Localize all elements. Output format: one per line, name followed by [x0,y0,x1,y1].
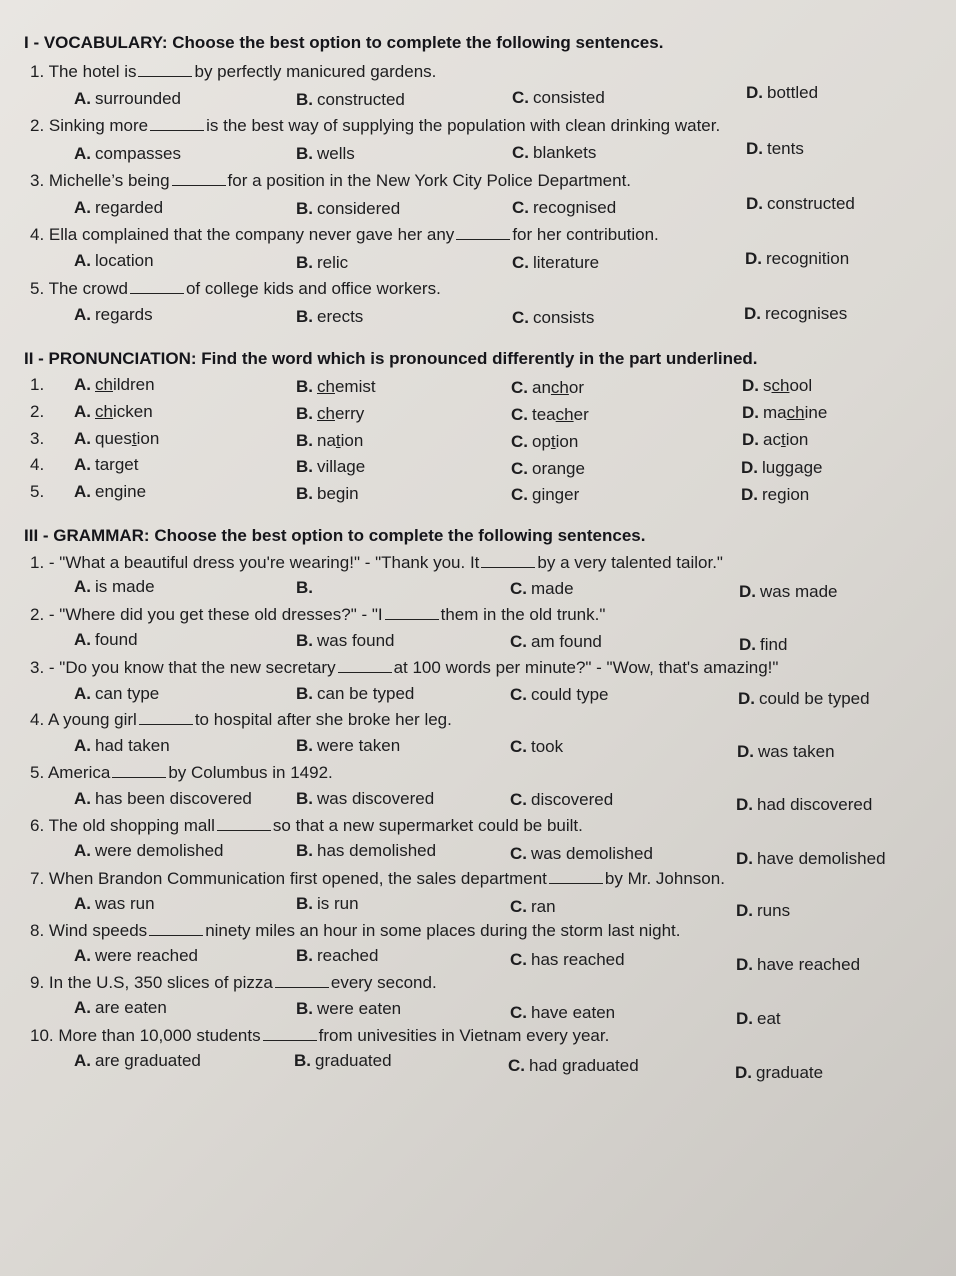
pron-1-option-d: D. school [742,376,813,395]
grammar-6-option-c: C. was demolished [510,844,653,863]
grammar-7-option-a: A. was run [74,894,155,913]
grammar-3-option-b: B. can be typed [296,684,415,703]
vocab-2-option-d: D. tents [746,139,804,158]
pron-4-option-c: C. orange [511,459,585,478]
vocab-5-option-c: C. consists [512,308,595,327]
grammar-3-option-d: D. could be typed [738,689,870,708]
pron-2-option-d: D. machine [742,403,828,422]
vocab-question-3: 3. Michelle’s being for a position in the New York City Police Department. [30,171,632,190]
vocab-1-option-d: D. bottled [746,83,819,102]
grammar-7-option-d: D. runs [736,901,791,920]
grammar-6-option-b: B. has demolished [296,841,437,860]
grammar-question-7: 7. When Brandon Communication first opened, the sales department by Mr. Johnson. [30,869,725,888]
pron-2-option-a: A. chicken [74,402,153,421]
vocab-5-option-a: A. regards [74,305,153,324]
grammar-4-option-c: C. took [510,737,564,756]
grammar-9-option-d: D. eat [736,1009,781,1028]
pron-1-option-a: A. children [74,375,155,394]
answer-blank [481,553,535,568]
pron-1-option-c: C. anchor [511,378,585,397]
answer-blank [275,973,329,988]
pron-row-5-number: 5. [30,482,45,501]
grammar-5-option-b: B. was discovered [296,789,435,808]
answer-blank [217,816,271,831]
answer-blank [130,279,184,294]
pron-2-option-c: C. teacher [511,405,589,424]
pron-5-option-c: C. ginger [511,485,580,504]
answer-blank [150,116,204,131]
grammar-2-option-a: A. found [74,630,138,649]
vocab-5-option-b: B. erects [296,307,364,326]
grammar-10-option-a: A. are graduated [74,1051,201,1070]
pron-row-4-number: 4. [30,455,45,474]
answer-blank [263,1026,317,1041]
grammar-8-option-c: C. has reached [510,950,625,969]
pron-4-option-d: D. luggage [741,458,823,477]
answer-blank [385,605,439,620]
pron-3-option-d: D. action [742,430,809,449]
grammar-question-6: 6. The old shopping mall so that a new supermarket could be built. [30,816,583,835]
grammar-7-option-c: C. ran [510,897,556,916]
grammar-2-option-d: D. find [739,635,788,654]
vocab-question-4: 4. Ella complained that the company never gave her any for her contribution. [30,225,659,244]
grammar-4-option-b: B. were taken [296,736,401,755]
vocab-question-2: 2. Sinking more is the best way of supplying the population with clean drinking water. [30,116,721,135]
grammar-4-option-d: D. was taken [737,742,835,761]
grammar-question-1: 1. - "What a beautiful dress you're wearing!" - "Thank you. It by a very talented tailor." [30,553,723,572]
pron-4-option-b: B. village [296,457,366,476]
grammar-1-option-a: A. is made [74,577,155,596]
vocab-3-option-a: A. regarded [74,198,164,217]
answer-blank [172,171,226,186]
vocab-3-option-c: C. recognised [512,198,617,217]
grammar-section-title: III - GRAMMAR: Choose the best option to complete the following sentences. [24,526,646,545]
pron-2-option-b: B. cherry [296,404,365,423]
grammar-9-option-c: C. have eaten [510,1003,616,1022]
grammar-2-option-c: C. am found [510,632,602,651]
answer-blank [112,763,166,778]
answer-blank [139,710,193,725]
grammar-question-8: 8. Wind speeds ninety miles an hour in some places during the storm last night. [30,921,681,940]
vocab-4-option-a: A. location [74,251,154,270]
grammar-6-option-a: A. were demolished [74,841,224,860]
vocab-1-option-b: B. constructed [296,90,405,109]
grammar-9-option-b: B. were eaten [296,999,402,1018]
vocabulary-section-title: I - VOCABULARY: Choose the best option to complete the following sentences. [24,33,664,52]
answer-blank [138,62,192,77]
pron-5-option-a: A. engine [74,482,147,501]
grammar-8-option-b: B. reached [296,946,379,965]
grammar-3-option-c: C. could type [510,685,609,704]
pron-row-3-number: 3. [30,429,45,448]
pron-1-option-b: B. chemist [296,377,376,396]
vocab-1-option-c: C. consisted [512,88,605,107]
grammar-5-option-a: A. has been discovered [74,789,252,808]
answer-blank [338,658,392,673]
pronunciation-section-title: II - PRONUNCIATION: Find the word which is pronounced differently in the part underlined. [24,349,758,368]
pron-3-option-c: C. option [511,432,579,451]
vocab-5-option-d: D. recognises [744,304,848,323]
pron-5-option-d: D. region [741,485,810,504]
vocab-3-option-d: D. constructed [746,194,855,213]
grammar-question-3: 3. - "Do you know that the new secretary at 100 words per minute?" - "Wow, that's amazing!" [30,658,779,677]
vocab-4-option-d: D. recognition [745,249,850,268]
grammar-10-option-d: D. graduate [735,1063,824,1082]
grammar-question-10: 10. More than 10,000 students from univesities in Vietnam every year. [30,1026,610,1045]
grammar-6-option-d: D. have demolished [736,849,886,868]
grammar-question-2: 2. - "Where did you get these old dresses?" - "I them in the old trunk." [30,605,606,624]
grammar-10-option-b: B. graduated [294,1051,392,1070]
vocab-2-option-b: B. wells [296,144,355,163]
vocab-2-option-a: A. compasses [74,144,181,163]
grammar-7-option-b: B. is run [296,894,359,913]
vocab-4-option-b: B. relic [296,253,349,272]
pron-3-option-b: B. nation [296,431,364,450]
grammar-1-option-c: C. made [510,579,574,598]
pron-row-1-number: 1. [30,375,45,394]
pron-5-option-b: B. begin [296,484,359,503]
grammar-8-option-d: D. have reached [736,955,861,974]
vocab-3-option-b: B. considered [296,199,401,218]
pron-4-option-a: A. target [74,455,139,474]
vocab-1-option-a: A. surrounded [74,89,182,108]
grammar-question-5: 5. America by Columbus in 1492. [30,763,333,782]
grammar-1-option-d: D. was made [739,582,838,601]
grammar-3-option-a: A. can type [74,684,160,703]
grammar-question-9: 9. In the U.S, 350 slices of pizza every second. [30,973,437,992]
answer-blank [456,225,510,240]
answer-blank [149,921,203,936]
grammar-2-option-b: B. was found [296,631,395,650]
pron-3-option-a: A. question [74,429,160,448]
grammar-8-option-a: A. were reached [74,946,199,965]
vocab-2-option-c: C. blankets [512,143,597,162]
grammar-4-option-a: A. had taken [74,736,170,755]
grammar-10-option-c: C. had graduated [508,1056,639,1075]
answer-blank [549,869,603,884]
pron-row-2-number: 2. [30,402,45,421]
grammar-5-option-c: C. discovered [510,790,614,809]
grammar-question-4: 4. A young girl to hospital after she broke her leg. [30,710,452,729]
grammar-1-option-b: B. [296,578,313,597]
vocab-4-option-c: C. literature [512,253,600,272]
grammar-5-option-d: D. had discovered [736,795,873,814]
grammar-9-option-a: A. are eaten [74,998,167,1017]
vocab-question-5: 5. The crowd of college kids and office workers. [30,279,441,298]
vocab-question-1: 1. The hotel is by perfectly manicured gardens. [30,62,437,81]
